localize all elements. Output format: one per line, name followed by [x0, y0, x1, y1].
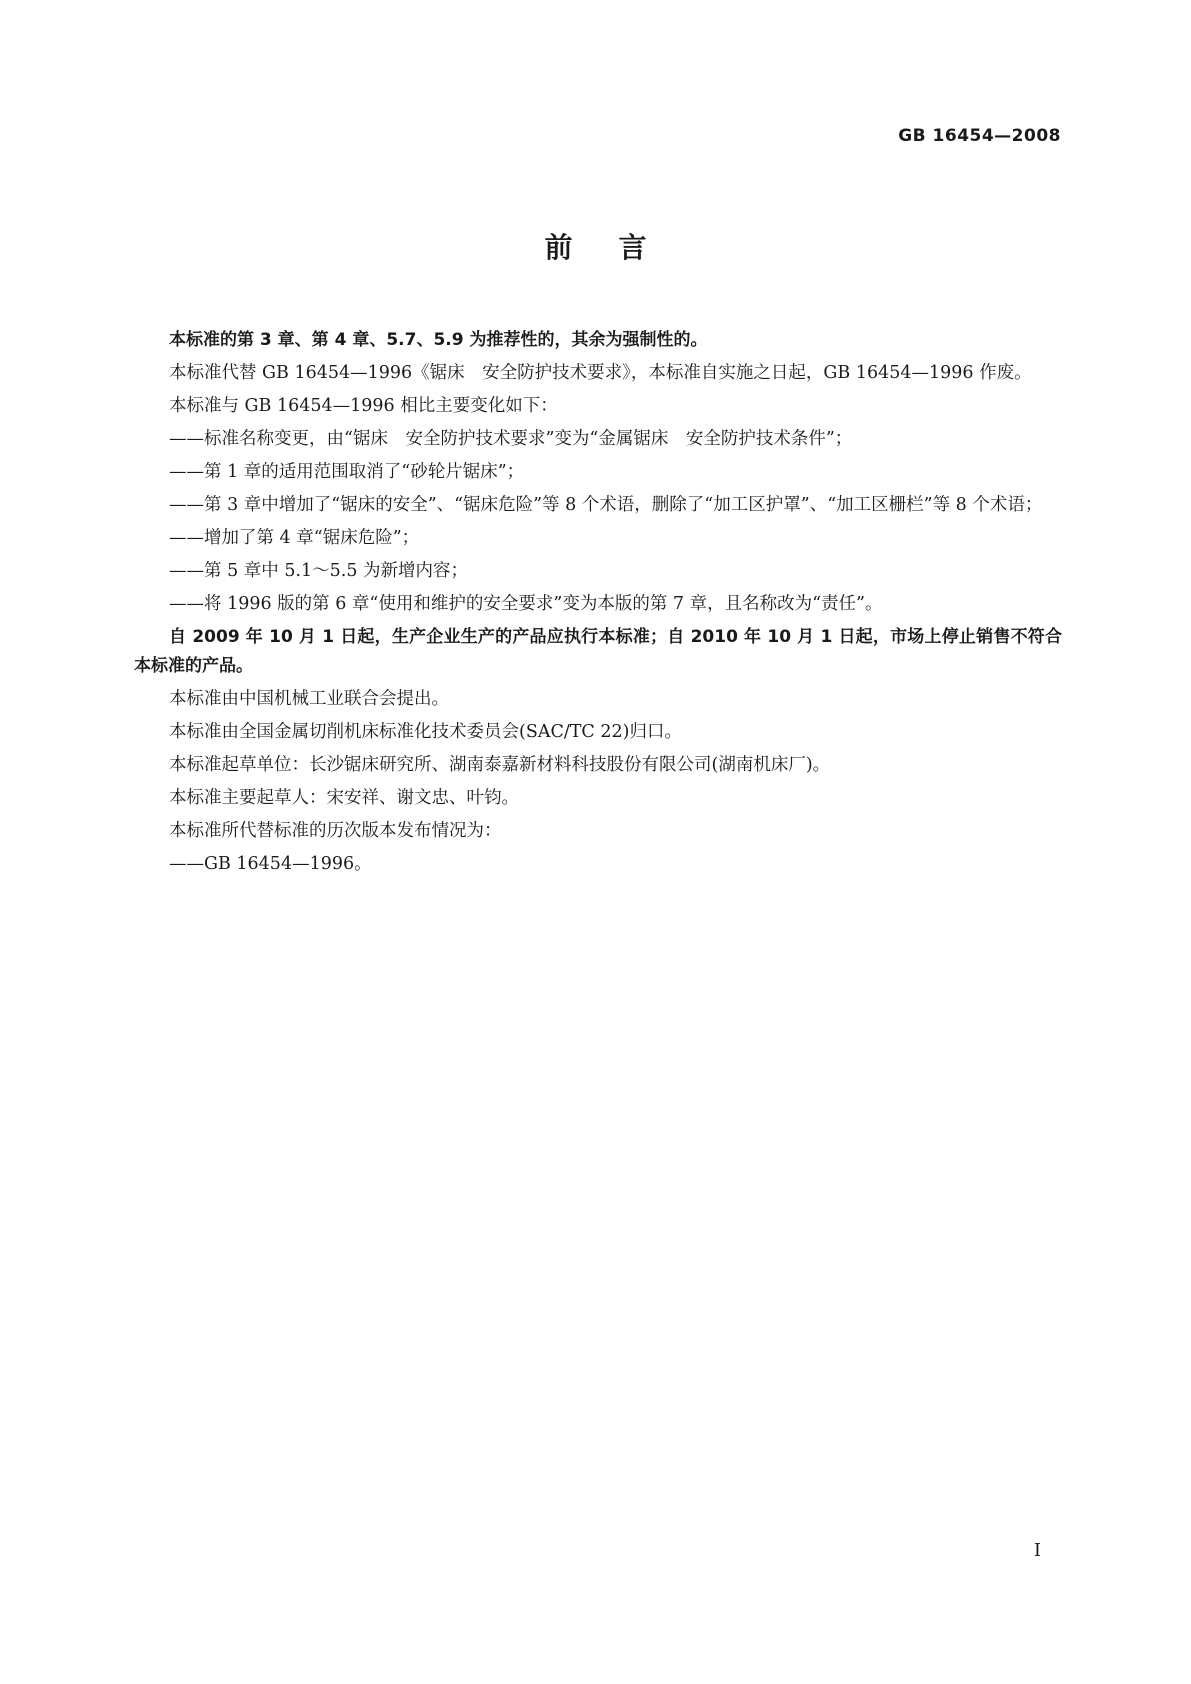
- paragraph-replacement: 本标准代替 GB 16454—1996《锯床 安全防护技术要求》，本标准自实施之日起，GB 16454—1996 作废。: [169, 363, 1032, 383]
- change-item: ——第 1 章的适用范围取消了“砂轮片锯床”；: [169, 462, 525, 482]
- paragraph-drafters: 本标准主要起草人：宋安祥、谢文忠、叶钧。: [169, 788, 519, 808]
- paragraph-history-intro: 本标准所代替标准的历次版本发布情况为：: [169, 821, 502, 841]
- page-title: 前言: [544, 231, 693, 264]
- change-item: ——标准名称变更，由“锯床 安全防护技术要求”变为“金属锯床 安全防护技术条件”；: [169, 429, 853, 449]
- paragraph-changes-intro: 本标准与 GB 16454—1996 相比主要变化如下：: [169, 396, 558, 416]
- foreword-body: [134, 326, 1062, 883]
- change-item: ——将 1996 版的第 6 章“使用和维护的安全要求”变为本版的第 7 章，且名称改为“责任”。: [169, 594, 883, 614]
- page-number: I: [1033, 1540, 1041, 1561]
- paragraph-effective-dates: 自 2009 年 10 月 1 日起，生产企业生产的产品应执行本标准；自 2010 年 10 月 1 日起，市场上停止销售不符合本标准的产品。: [134, 627, 1062, 676]
- document-code: GB 16454—2008: [898, 126, 1061, 146]
- history-item: ——GB 16454—1996。: [169, 854, 372, 874]
- paragraph-committee: 本标准由全国金属切削机床标准化技术委员会(SAC/TC 22)归口。: [169, 722, 682, 742]
- paragraph-drafting-units: 本标准起草单位：长沙锯床研究所、湖南泰嘉新材料科技股份有限公司(湖南机床厂)。: [169, 755, 831, 775]
- paragraph-proposer: 本标准由中国机械工业联合会提出。: [169, 689, 449, 709]
- paragraph-mandatory-note: 本标准的第 3 章、第 4 章、5.7、5.9 为推荐性的，其余为强制性的。: [169, 330, 708, 350]
- change-item: ——增加了第 4 章“锯床危险”；: [169, 528, 420, 548]
- change-item: ——第 3 章中增加了“锯床的安全”、“锯床危险”等 8 个术语，删除了“加工区护罩”、“加工区栅栏”等 8 个术语；: [169, 495, 1043, 515]
- change-item: ——第 5 章中 5.1～5.5 为新增内容；: [169, 561, 469, 581]
